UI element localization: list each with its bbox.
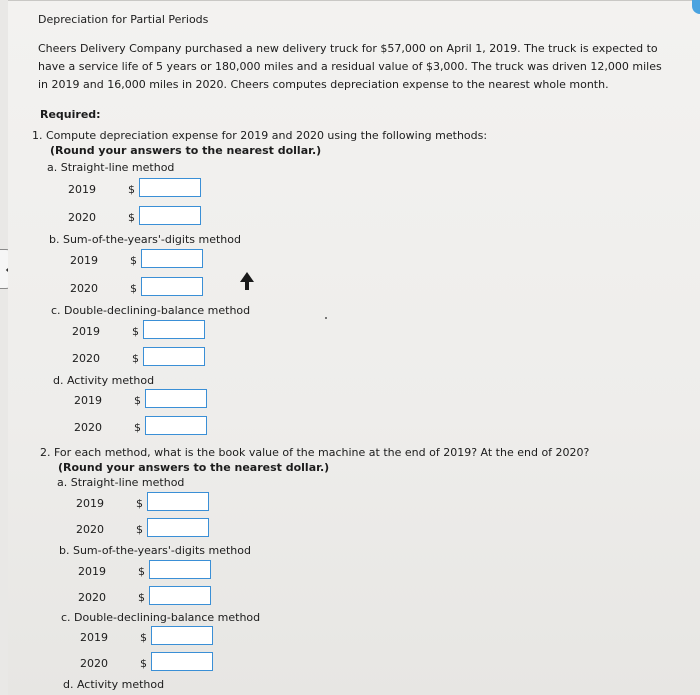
q2c-year-2019: 2019 [80, 631, 108, 644]
q1d-2020-dollar: $ [134, 421, 141, 434]
q1d-year-2019: 2019 [74, 394, 102, 407]
q2c-2020-dollar: $ [140, 657, 147, 670]
q2b-2019-input[interactable] [149, 560, 211, 579]
problem-statement: Cheers Delivery Company purchased a new delivery truck for $57,000 on April 1, 2019. The truck is expected to have a service life of 5 years or 180,000 miles and a residual value of $3,000. The truck was driven 12,000 miles in 2019 and 16,000 miles in 2020. Cheers computes depreciation expense to the nearest whole month. [38, 42, 662, 91]
q2b-year-2020: 2020 [78, 591, 106, 604]
required-label: Required: [40, 108, 101, 121]
q1c-2019-dollar: $ [132, 325, 139, 338]
q1d-2020-input[interactable] [145, 416, 207, 435]
q1b-2020-dollar: $ [130, 282, 137, 295]
stray-mark [325, 317, 327, 319]
q2b-year-2019: 2019 [78, 565, 106, 578]
q2a-2019-dollar: $ [136, 497, 143, 510]
q1c-2020-dollar: $ [132, 352, 139, 365]
question-2-text: 2. For each method, what is the book value of the machine at the end of 2019? At the end of 2020? [40, 446, 590, 459]
q1a-2019-dollar: $ [128, 183, 135, 196]
q1b-2020-input[interactable] [141, 277, 203, 296]
mouse-cursor-icon [240, 272, 254, 294]
q2c-2019-dollar: $ [140, 631, 147, 644]
question-2-round-note: (Round your answers to the nearest dollar.) [58, 461, 330, 474]
question-2 [40, 445, 660, 475]
q2a-2019-input[interactable] [147, 492, 209, 511]
q1a-2020-dollar: $ [128, 211, 135, 224]
question-1-text: 1. Compute depreciation expense for 2019 and 2020 using the following methods: [32, 129, 488, 142]
q1a-year-2019: 2019 [68, 183, 96, 196]
q1c-year-2020: 2020 [72, 352, 100, 365]
q1c-2020-input[interactable] [143, 347, 205, 366]
q2c-2019-input[interactable] [151, 626, 213, 645]
q2a-year-2020: 2020 [76, 523, 104, 536]
q1-method-straight-line: a. Straight-line method [47, 161, 175, 174]
q1-method-syd: b. Sum-of-the-years'-digits method [49, 233, 241, 246]
corner-badge [692, 0, 700, 14]
q1b-2019-dollar: $ [130, 254, 137, 267]
q2b-2020-input[interactable] [149, 586, 211, 605]
q1d-2019-dollar: $ [134, 394, 141, 407]
q1a-2019-input[interactable] [139, 178, 201, 197]
q2c-2020-input[interactable] [151, 652, 213, 671]
q2a-2020-dollar: $ [136, 523, 143, 536]
q1-method-activity: d. Activity method [53, 374, 155, 387]
page-title: Depreciation for Partial Periods [38, 13, 209, 26]
q2-method-ddb: c. Double-declining-balance method [61, 611, 261, 624]
question-1 [32, 128, 652, 158]
q1c-2019-input[interactable] [143, 320, 205, 339]
q1c-year-2019: 2019 [72, 325, 100, 338]
q1d-year-2020: 2020 [74, 421, 102, 434]
q2c-year-2020: 2020 [80, 657, 108, 670]
question-panel [8, 0, 700, 695]
q2-method-syd: b. Sum-of-the-years'-digits method [59, 544, 251, 557]
q2a-2020-input[interactable] [147, 518, 209, 537]
q1b-year-2020: 2020 [70, 282, 98, 295]
q2-method-activity: d. Activity method [63, 678, 165, 691]
divider [8, 0, 700, 1]
question-1-round-note: (Round your answers to the nearest dollar.) [50, 144, 322, 157]
q1a-year-2020: 2020 [68, 211, 96, 224]
q1b-2019-input[interactable] [141, 249, 203, 268]
q1-method-ddb: c. Double-declining-balance method [51, 304, 251, 317]
q2-method-straight-line: a. Straight-line method [57, 476, 185, 489]
q1d-2019-input[interactable] [145, 389, 207, 408]
q1a-2020-input[interactable] [139, 206, 201, 225]
q1b-year-2019: 2019 [70, 254, 98, 267]
q2a-year-2019: 2019 [76, 497, 104, 510]
q2b-2020-dollar: $ [138, 591, 145, 604]
q2b-2019-dollar: $ [138, 565, 145, 578]
